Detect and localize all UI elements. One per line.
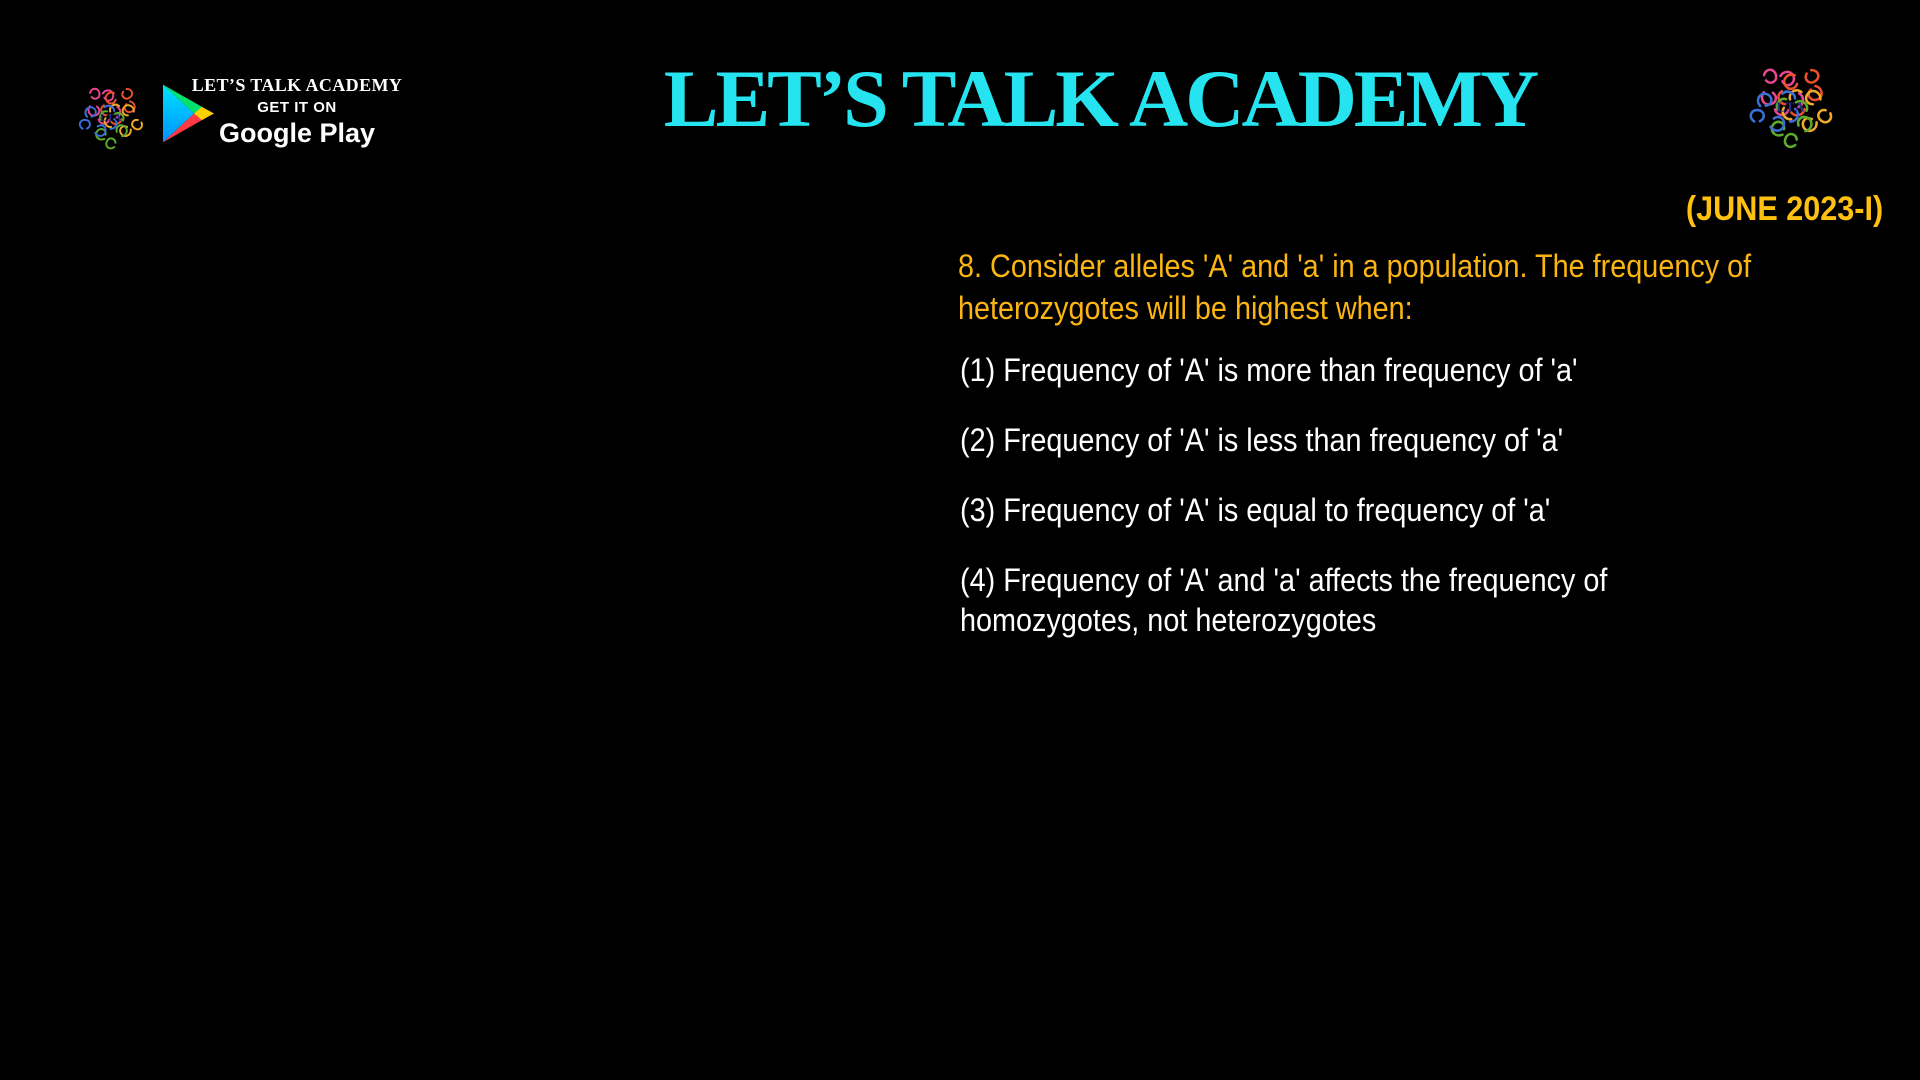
option-2-line-1: (2) Frequency of 'A' is less than frequency of 'a'	[960, 422, 1564, 458]
question-text	[958, 245, 1912, 329]
badge-store-name-label: Google Play	[218, 118, 376, 148]
option-3	[960, 490, 1914, 530]
option-4-line-1: (4) Frequency of 'A' and 'a' affects the frequency of	[960, 562, 1608, 598]
question-line-2: heterozygotes will be highest when:	[958, 290, 1413, 326]
exam-session-tag: (JUNE 2023-I)	[1685, 190, 1883, 228]
option-4	[960, 560, 1914, 640]
google-play-badge-text	[188, 74, 406, 149]
option-4-line-2: homozygotes, not heterozygotes	[960, 602, 1377, 638]
badge-get-it-on-label: GET IT ON	[257, 99, 337, 116]
option-1	[960, 350, 1914, 390]
badge-academy-label: LET’S TALK ACADEMY	[191, 75, 403, 95]
lta-logo-icon-right	[1738, 52, 1844, 158]
options-list	[960, 350, 1914, 670]
page-title: LET’S TALK ACADEMY	[663, 53, 1537, 144]
option-1-line-1: (1) Frequency of 'A' is more than frequency of 'a'	[960, 352, 1578, 388]
question-line-1: 8. Consider alleles 'A' and 'a' in a population. The frequency of	[958, 248, 1752, 284]
lta-logo-icon-left	[70, 72, 152, 160]
option-3-line-1: (3) Frequency of 'A' is equal to frequency of 'a'	[960, 492, 1551, 528]
option-2	[960, 420, 1914, 460]
